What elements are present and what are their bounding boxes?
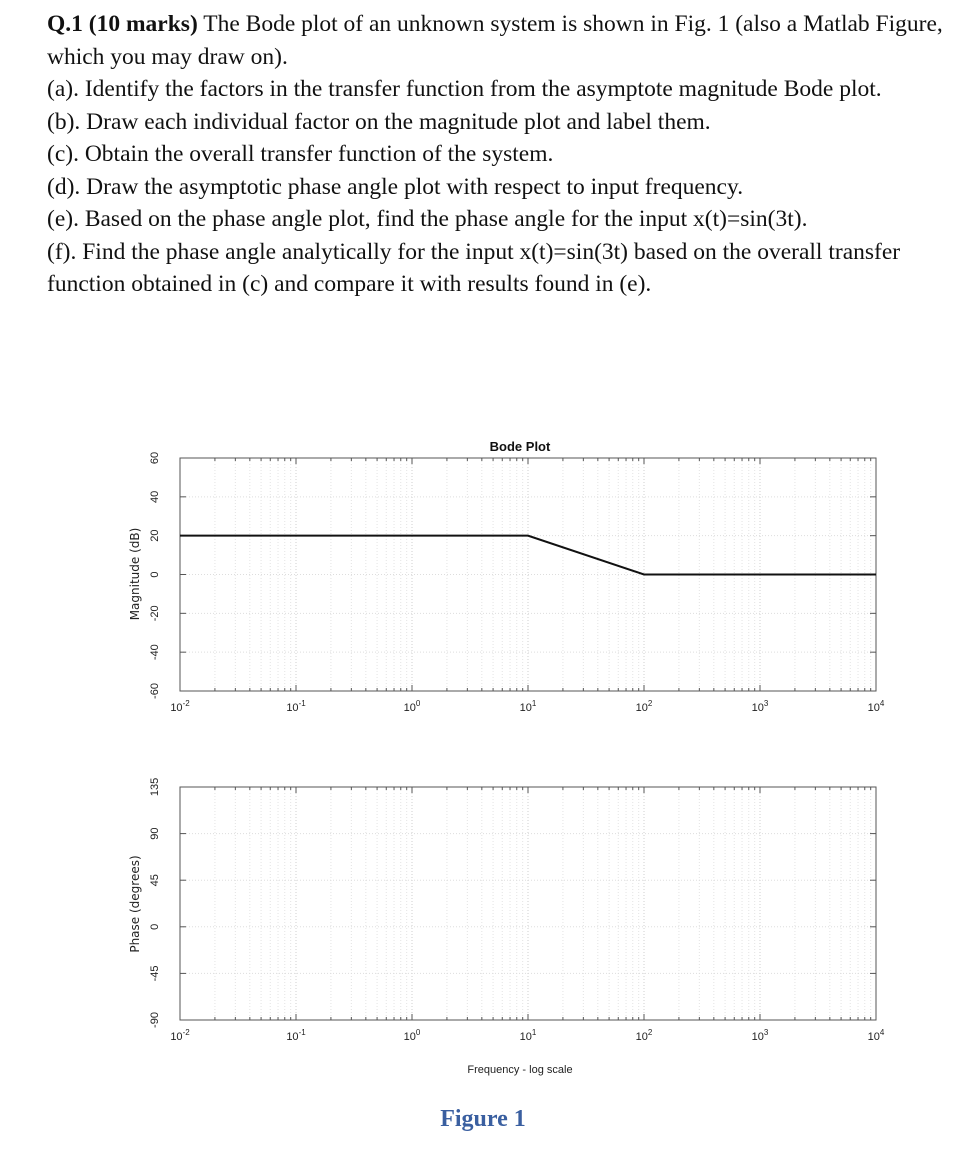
phase-xlabel: Frequency - log scale <box>467 1064 573 1076</box>
y-tick-label: 20 <box>149 529 161 542</box>
y-tick-label: 0 <box>149 923 161 930</box>
y-tick-label: -20 <box>149 605 161 622</box>
x-tick-label: $10^1$ <box>519 699 537 714</box>
question-intro-text: The Bode plot of an unknown system is shown in Fig. 1 (also a Matlab Figure, which you may draw on). <box>47 11 943 70</box>
y-tick-label: -90 <box>149 1012 161 1028</box>
x-tick-label: $10^{-1}$ <box>286 1028 306 1043</box>
x-tick-label: $10^0$ <box>403 699 421 714</box>
phase-y-tick-labels <box>149 778 161 1028</box>
x-tick-label: $10^1$ <box>519 1028 537 1043</box>
y-tick-label: -45 <box>149 965 161 982</box>
y-tick-label: 45 <box>149 874 161 887</box>
magnitude-title: Bode Plot <box>489 439 551 454</box>
part-b: (b). Draw each individual factor on the magnitude plot and label them. <box>47 108 711 135</box>
magnitude-plot <box>128 439 885 714</box>
y-tick-label: 90 <box>149 827 161 840</box>
part-f: (f). Find the phase angle analytically for the input x(t)=sin(3t) based on the overall transfer function obtained in (c) and compare it with results found in (e). <box>47 238 901 297</box>
x-tick-label: $10^3$ <box>751 699 769 714</box>
phase-plot <box>128 778 885 1076</box>
y-tick-label: -60 <box>149 683 161 699</box>
x-tick-label: $10^0$ <box>403 1028 421 1043</box>
phase-grid <box>180 787 876 1020</box>
magnitude-ylabel: Magnitude (dB) <box>128 527 142 621</box>
part-e: (e). Based on the phase angle plot, find the phase angle for the input x(t)=sin(3t). <box>47 206 808 232</box>
magnitude-series <box>180 536 876 575</box>
question-heading: Q.1 (10 marks) <box>47 11 198 37</box>
phase-ylabel: Phase (degrees) <box>128 855 142 953</box>
part-d: (d). Draw the asymptotic phase angle plot with respect to input frequency. <box>47 173 744 200</box>
figure-caption: Figure 1 <box>440 1106 526 1132</box>
part-a: (a). Identify the factors in the transfer function from the asymptote magnitude Bode plot. <box>47 76 882 102</box>
part-c: (c). Obtain the overall transfer function of the system. <box>47 141 554 167</box>
x-tick-label: $10^{-1}$ <box>286 699 306 714</box>
phase-x-tick-labels <box>170 1028 885 1043</box>
x-tick-label: $10^{-2}$ <box>170 1028 190 1043</box>
x-tick-label: $10^{-2}$ <box>170 699 190 714</box>
y-tick-label: -40 <box>149 644 161 661</box>
y-tick-label: 135 <box>149 777 161 797</box>
magnitude-x-tick-labels <box>170 699 885 714</box>
y-tick-label: 60 <box>149 451 161 465</box>
y-tick-label: 0 <box>149 571 161 578</box>
magnitude-y-tick-labels <box>149 452 161 699</box>
magnitude-asymptote-line <box>180 536 876 575</box>
x-tick-label: $10^4$ <box>867 1028 885 1043</box>
x-tick-label: $10^2$ <box>635 699 653 714</box>
x-tick-label: $10^3$ <box>751 1028 769 1043</box>
y-tick-label: 40 <box>149 490 161 503</box>
x-tick-label: $10^4$ <box>867 699 885 714</box>
x-tick-label: $10^2$ <box>635 1028 653 1043</box>
